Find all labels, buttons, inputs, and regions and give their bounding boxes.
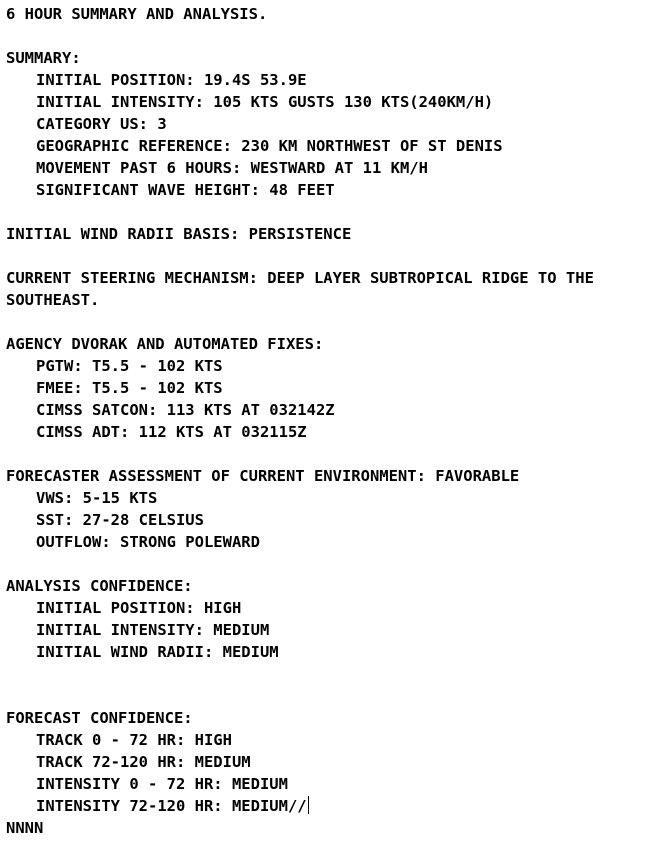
blank-line — [6, 311, 642, 333]
forecast-confidence-intensity-0-72: INTENSITY 0 - 72 HR: MEDIUM — [36, 775, 288, 793]
blank-line — [6, 25, 642, 47]
text-cursor — [308, 796, 309, 814]
blank-line — [6, 553, 642, 575]
summary-initial-intensity: INITIAL INTENSITY: 105 KTS GUSTS 130 KTS(240KM/H) — [36, 93, 494, 111]
end-marker: NNNN — [6, 819, 44, 837]
forecast-confidence-track-0-72: TRACK 0 - 72 HR: HIGH — [36, 731, 232, 749]
analysis-confidence-intensity: INITIAL INTENSITY: MEDIUM — [36, 621, 270, 639]
bulletin-title: 6 HOUR SUMMARY AND ANALYSIS. — [6, 5, 268, 23]
forecast-confidence-intensity-72-120 — [6, 795, 642, 817]
dvorak-cimss-adt: CIMSS ADT: 112 KTS AT 032115Z — [36, 423, 307, 441]
dvorak-fmee: FMEE: T5.5 - 102 KTS — [36, 379, 223, 397]
blank-line — [6, 201, 642, 223]
environment-vws: VWS: 5-15 KTS — [36, 489, 158, 507]
forecast-confidence-intensity-72-120-text: INTENSITY 72-120 HR: MEDIUM// — [36, 797, 307, 815]
environment-outflow: OUTFLOW: STRONG POLEWARD — [36, 533, 260, 551]
environment-heading: FORECASTER ASSESSMENT OF CURRENT ENVIRONMENT: FAVORABLE — [6, 467, 520, 485]
summary-heading: SUMMARY: — [6, 49, 81, 67]
analysis-confidence-heading: ANALYSIS CONFIDENCE: — [6, 577, 193, 595]
wind-radii-basis: INITIAL WIND RADII BASIS: PERSISTENCE — [6, 225, 352, 243]
blank-line — [6, 245, 642, 267]
steering-mechanism-line-2: SOUTHEAST. — [6, 291, 100, 309]
summary-movement: MOVEMENT PAST 6 HOURS: WESTWARD AT 11 KM/H — [36, 159, 428, 177]
summary-geographic-reference: GEOGRAPHIC REFERENCE: 230 KM NORTHWEST OF ST DENIS — [36, 137, 503, 155]
blank-line — [6, 663, 642, 685]
environment-sst: SST: 27-28 CELSIUS — [36, 511, 204, 529]
forecast-confidence-heading: FORECAST CONFIDENCE: — [6, 709, 193, 727]
blank-line — [6, 443, 642, 465]
analysis-confidence-position: INITIAL POSITION: HIGH — [36, 599, 242, 617]
analysis-confidence-wind-radii: INITIAL WIND RADII: MEDIUM — [36, 643, 279, 661]
dvorak-cimss-satcon: CIMSS SATCON: 113 KTS AT 032142Z — [36, 401, 335, 419]
bulletin-text[interactable] — [6, 3, 642, 839]
dvorak-heading: AGENCY DVORAK AND AUTOMATED FIXES: — [6, 335, 324, 353]
steering-mechanism-line-1: CURRENT STEERING MECHANISM: DEEP LAYER SUBTROPICAL RIDGE TO THE — [6, 269, 594, 287]
summary-initial-position: INITIAL POSITION: 19.4S 53.9E — [36, 71, 307, 89]
forecast-confidence-track-72-120: TRACK 72-120 HR: MEDIUM — [36, 753, 251, 771]
summary-category: CATEGORY US: 3 — [36, 115, 167, 133]
summary-wave-height: SIGNIFICANT WAVE HEIGHT: 48 FEET — [36, 181, 335, 199]
blank-line — [6, 685, 642, 707]
dvorak-pgtw: PGTW: T5.5 - 102 KTS — [36, 357, 223, 375]
